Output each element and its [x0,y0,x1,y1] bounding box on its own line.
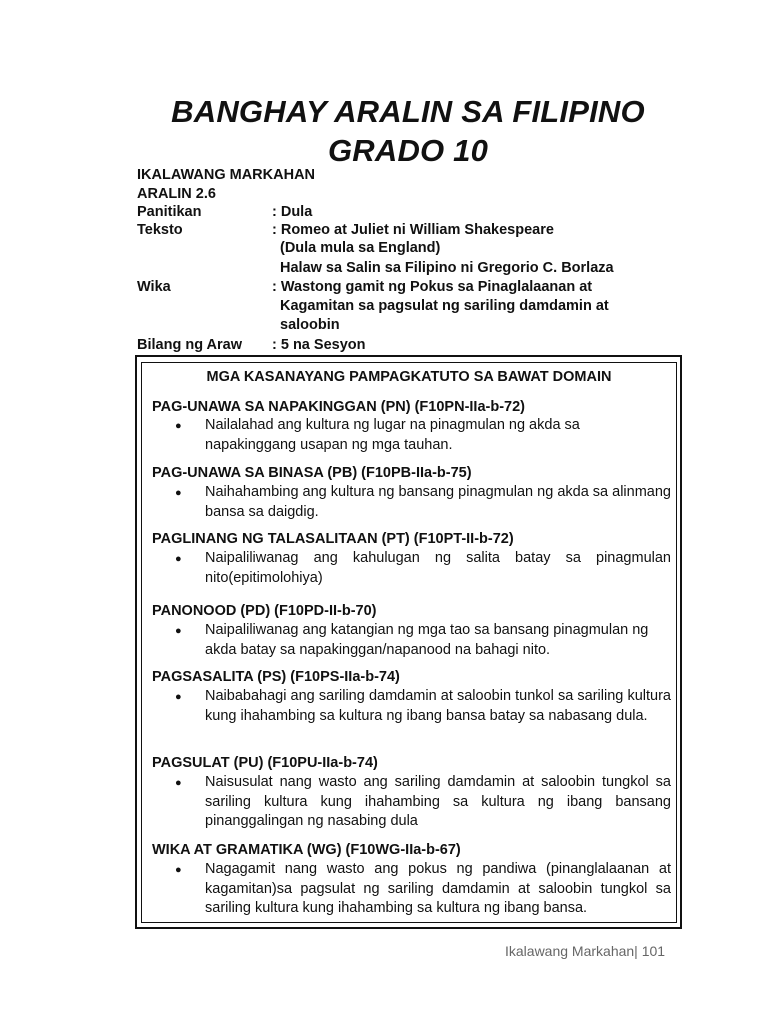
meta-label: Bilang ng Araw [137,337,242,353]
meta-value: : Wastong gamit ng Pokus sa Pinaglalaanan at [272,279,593,295]
teksto-continuation: Halaw sa Salin sa Filipino ni Gregorio C. Borlaza [280,260,614,276]
section-text-pt: Naipaliliwanag ang kahulugan ng salita batay sa pinagmulan nito(epitimolohiya) [205,550,671,586]
meta-label: Wika [137,279,171,295]
bullet-icon: ● [175,777,182,789]
domains-header: MGA KASANAYANG PAMPAGKATUTO SA BAWAT DOMAIN [206,369,612,385]
meta-label: Teksto [137,222,183,238]
section-text-pb: Naihahambing ang kultura ng bansang pinagmulan ng akda sa alinmang bansa sa daigdig. [205,484,671,520]
section-heading-pd: PANONOOD (PD) (F10PD-II-b-70) [152,603,377,619]
meta-value: : Dula [272,204,313,220]
document-title-line-2: GRADO 10 [327,133,489,168]
section-heading-pn: PAG-UNAWA SA NAPAKINGGAN (PN) (F10PN-IIa-b-72) [152,399,525,415]
meta-label: Panitikan [137,204,202,220]
quarter-label: IKALAWANG MARKAHAN [137,167,316,183]
section-heading-pu: PAGSULAT (PU) (F10PU-IIa-b-74) [152,755,378,771]
section-text-pn: Nailalahad ang kultura ng lugar na pinagmulan ng akda sa napakinggang usapan ng mga tauhan. [205,417,580,453]
section-text-wg: Nagagamit nang wasto ang pokus ng pandiwa (pinanglalaanan at kagamitan)sa pagsulat ng sariling damdamin at saloobin tungkol sa sariling kultura kung ihahambing sa kultura ng ibang bansa. [205,861,671,916]
meta-value: : 5 na Sesyon [272,337,366,353]
bullet-icon: ● [175,420,182,432]
meta-value: : Romeo at Juliet ni William Shakespeare [272,222,554,238]
bullet-icon: ● [175,864,182,876]
section-heading-pt: PAGLINANG NG TALASALITAAN (PT) (F10PT-II-b-72) [152,531,514,547]
wika-continuation: Kagamitan sa pagsulat ng sariling damdamin at [280,298,609,314]
bullet-icon: ● [175,487,182,499]
teksto-continuation: (Dula mula sa England) [280,240,441,256]
section-text-ps: Naibabahagi ang sariling damdamin at saloobin tunkol sa sariling kultura kung ihahambing sa kultura ng ibang bansa batay sa nabasang dula. [205,688,671,724]
section-heading-wg: WIKA AT GRAMATIKA (WG) (F10WG-IIa-b-67) [152,842,461,858]
section-text-pu: Naisusulat nang wasto ang sariling damdamin at saloobin tungkol sa sariling kultura kung ihahambing sa kultura ng ibang bansang pinanggalingan ng nasabing dula [205,774,671,829]
section-heading-ps: PAGSASALITA (PS) (F10PS-IIa-b-74) [152,669,400,685]
wika-continuation: saloobin [280,317,340,333]
bullet-icon: ● [175,691,182,703]
section-heading-pb: PAG-UNAWA SA BINASA (PB) (F10PB-IIa-b-75) [152,465,472,481]
lesson-label: ARALIN 2.6 [137,186,216,202]
bullet-icon: ● [175,625,182,637]
page-footer: Ikalawang Markahan| 101 [505,943,666,959]
section-text-pd: Naipaliliwanag ang katangian ng mga tao sa bansang pinagmulan ng akda batay sa napakinggan/napanood na bahagi nito. [205,622,649,658]
document-title-line-1: BANGHAY ARALIN SA FILIPINO [171,94,645,129]
bullet-icon: ● [175,553,182,565]
